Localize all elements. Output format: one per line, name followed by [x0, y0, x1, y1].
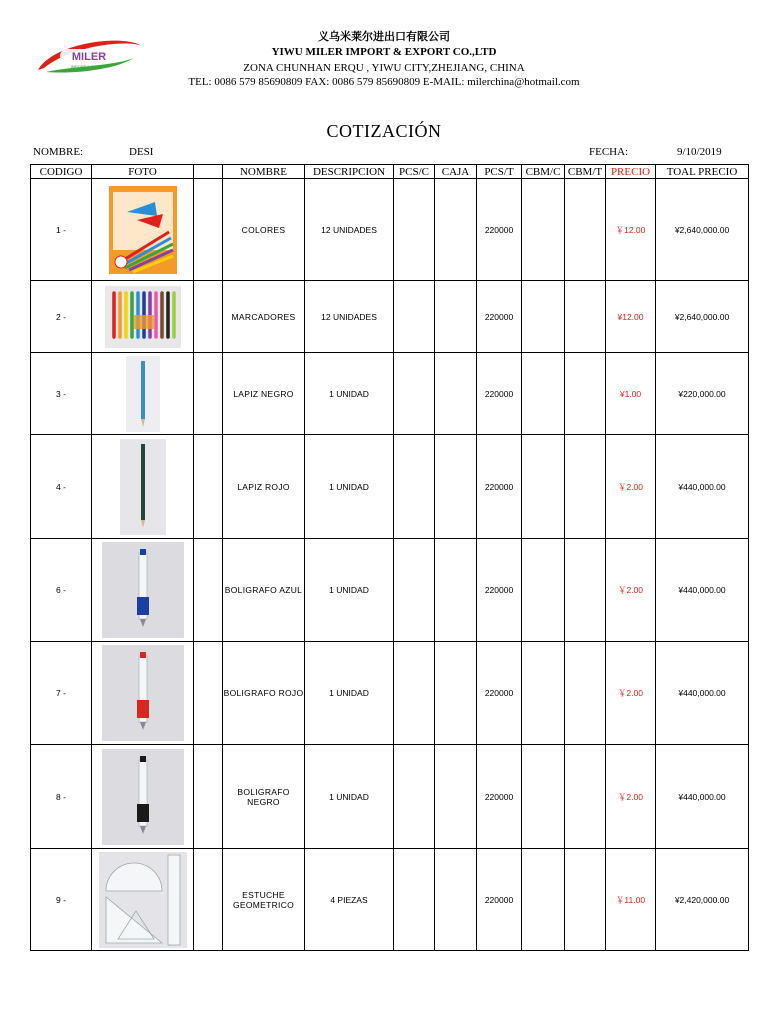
- table-row: [31, 745, 749, 849]
- document-title: COTIZACIÓN: [326, 121, 442, 141]
- cell-total: ¥440,000.00: [656, 435, 749, 539]
- cell-nombre: BOLIGRAFO AZUL: [223, 539, 305, 642]
- cell-precio: ￥2.00: [606, 435, 656, 539]
- cell-nombre: MARCADORES: [223, 281, 305, 353]
- cell-precio: ¥12.00: [606, 281, 656, 353]
- col-caja: CAJA: [435, 165, 477, 179]
- cell-foto: [92, 281, 194, 353]
- cell-foto: [92, 539, 194, 642]
- cell-total: ¥440,000.00: [656, 745, 749, 849]
- cell-foto: [92, 353, 194, 435]
- markers-pack-icon: [92, 285, 193, 349]
- red-pencil-icon: [92, 438, 193, 536]
- cell-precio: ￥2.00: [606, 745, 656, 849]
- col-descripcion: DESCRIPCION: [305, 165, 394, 179]
- cell-total: ¥2,640,000.00: [656, 179, 749, 281]
- cell-pcs-t: 220000: [477, 353, 522, 435]
- col-blank: [194, 165, 223, 179]
- table-row: [31, 642, 749, 745]
- cell-foto: [92, 745, 194, 849]
- cell-total: ¥2,640,000.00: [656, 281, 749, 353]
- cell-pcs-t: 220000: [477, 179, 522, 281]
- nombre-label: NOMBRE:: [33, 146, 84, 158]
- table-row: [31, 353, 749, 435]
- cell-foto: [92, 849, 194, 951]
- table-row: [31, 281, 749, 353]
- cell-precio: ￥12.00: [606, 179, 656, 281]
- table-row: [31, 435, 749, 539]
- cell-total: ¥440,000.00: [656, 539, 749, 642]
- cell-descripcion: 12 UNIDADES: [305, 281, 394, 353]
- cell-descripcion: 1 UNIDAD: [305, 539, 394, 642]
- col-pcs-t: PCS/T: [477, 165, 522, 179]
- cell-codigo: 8 -: [31, 745, 92, 849]
- cell-pcs-t: 220000: [477, 849, 522, 951]
- company-address: ZONA CHUNHAN ERQU , YIWU CITY,ZHEJIANG, CHINA: [243, 62, 525, 74]
- cell-codigo: 3 -: [31, 353, 92, 435]
- company-name-cn: 义乌米莱尔进出口有限公司: [318, 30, 450, 43]
- col-total: TOAL PRECIO: [656, 165, 749, 179]
- cell-codigo: 6 -: [31, 539, 92, 642]
- cell-nombre: BOLIGRAFO ROJO: [223, 642, 305, 745]
- quotation-table: [30, 164, 749, 951]
- table-row: [31, 539, 749, 642]
- cell-codigo: 4 -: [31, 435, 92, 539]
- cell-pcs-t: 220000: [477, 435, 522, 539]
- cell-nombre: COLORES: [223, 179, 305, 281]
- col-codigo: CODIGO: [31, 165, 92, 179]
- cell-pcs-t: 220000: [477, 281, 522, 353]
- red-pen-icon: [92, 644, 193, 742]
- cell-nombre: ESTUCHE GEOMETRICO: [223, 849, 305, 951]
- cell-total: ¥440,000.00: [656, 642, 749, 745]
- cell-nombre: LAPIZ ROJO: [223, 435, 305, 539]
- cell-precio: ￥2.00: [606, 539, 656, 642]
- table-row: [31, 849, 749, 951]
- col-foto: FOTO: [92, 165, 194, 179]
- col-nombre: NOMBRE: [223, 165, 305, 179]
- cell-descripcion: 1 UNIDAD: [305, 642, 394, 745]
- cell-codigo: 1 -: [31, 179, 92, 281]
- logo-subtext: IMPORT & EXPORT: [70, 64, 108, 69]
- geometry-set-icon: [92, 851, 193, 949]
- cell-foto: [92, 435, 194, 539]
- cell-precio: ￥11.00: [606, 849, 656, 951]
- cell-foto: [92, 642, 194, 745]
- cell-codigo: 7 -: [31, 642, 92, 745]
- cell-nombre: LAPIZ NEGRO: [223, 353, 305, 435]
- cell-descripcion: 1 UNIDAD: [305, 435, 394, 539]
- cell-pcs-t: 220000: [477, 745, 522, 849]
- black-pencil-icon: [92, 355, 193, 433]
- col-precio: PRECIO: [606, 165, 656, 179]
- cell-descripcion: 1 UNIDAD: [305, 745, 394, 849]
- cell-total: ¥2,420,000.00: [656, 849, 749, 951]
- table-row: [31, 179, 749, 281]
- colored-pencils-box-icon: [92, 184, 193, 276]
- black-pen-icon: [92, 748, 193, 846]
- table-header-row: [31, 165, 749, 179]
- fecha-value: 9/10/2019: [677, 146, 722, 158]
- company-header: [0, 30, 768, 89]
- cell-codigo: 9 -: [31, 849, 92, 951]
- blue-pen-icon: [92, 541, 193, 639]
- cell-foto: [92, 179, 194, 281]
- cell-descripcion: 1 UNIDAD: [305, 353, 394, 435]
- col-pcs-c: PCS/C: [394, 165, 435, 179]
- cell-descripcion: 12 UNIDADES: [305, 179, 394, 281]
- logo-text: MILER: [71, 51, 107, 63]
- col-cbm-c: CBM/C: [522, 165, 565, 179]
- cell-descripcion: 4 PIEZAS: [305, 849, 394, 951]
- nombre-value: DESI: [129, 146, 154, 158]
- cell-codigo: 2 -: [31, 281, 92, 353]
- company-name-en: YIWU MILER IMPORT & EXPORT CO.,LTD: [271, 46, 497, 58]
- cell-pcs-t: 220000: [477, 642, 522, 745]
- cell-precio: ¥1.00: [606, 353, 656, 435]
- cell-total: ¥220,000.00: [656, 353, 749, 435]
- company-contact: TEL: 0086 579 85690809 FAX: 0086 579 85690809 E-MAIL: milerchina@hotmail.com: [188, 76, 580, 88]
- cell-pcs-t: 220000: [477, 539, 522, 642]
- col-cbm-t: CBM/T: [565, 165, 606, 179]
- cell-precio: ￥2.00: [606, 642, 656, 745]
- fecha-label: FECHA:: [589, 146, 629, 158]
- cell-nombre: BOLIGRAFO NEGRO: [223, 745, 305, 849]
